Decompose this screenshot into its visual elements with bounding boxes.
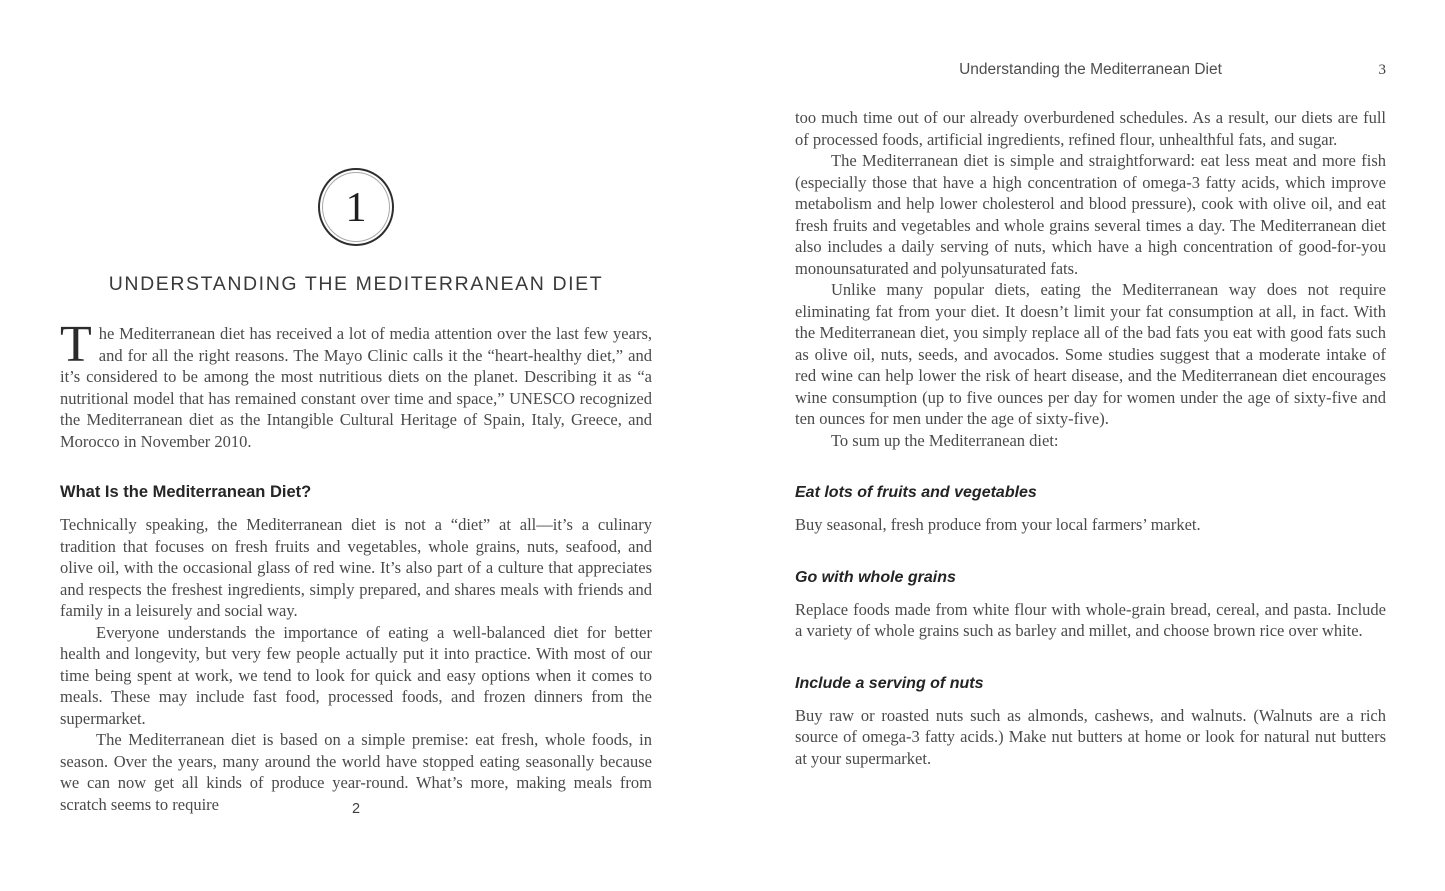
subsection-body: Replace foods made from white flour with whole-grain bread, cereal, and pasta. Include a variety of whole grains such as barley and millet, and choose brown rice over white. — [795, 599, 1386, 640]
intro-paragraph — [60, 316, 652, 452]
chapter-title: UNDERSTANDING THE MEDITERRANEAN DIET — [108, 273, 604, 295]
running-header — [795, 61, 1386, 81]
body-paragraph: too much time out of our already overburdened schedules. As a result, our diets are full of processed foods, artificial ingredients, refined flour, unhealthful fats, and sugar. — [795, 108, 1386, 149]
body-paragraph: Unlike many popular diets, eating the Mediterranean way does not require eliminating fat from your diet. It doesn’t limit your fat consumption at all, in fact. With the Mediterranean diet, you simply replace all of the bad fats you eat with good fats such as olive oil, nuts, seeds, and avocados. Some studies suggest that a moderate intake of red wine can help lower the risk of heart disease, and the Mediterranean diet encourages wine consumption (up to five ounces per day for women under the age of sixty-five and ten ounces for men under the age of sixty-five). — [795, 280, 1386, 428]
subsection-body: Buy raw or roasted nuts such as almonds, cashews, and walnuts. (Walnuts are a rich source of omega-3 fatty acids.) Make nut butters at home or look for natural nut butters at your supermarket. — [795, 705, 1386, 768]
body-paragraph: To sum up the Mediterranean diet: — [831, 430, 1059, 450]
body-paragraph: The Mediterranean diet is simple and straightforward: eat less meat and more fish (especially those that have a high concentration of omega-3 fatty acids, which improve metabolism and help lower cholesterol and blood pressure), cook with olive oil, and eat fresh fruits and vegetables and whole grains several times a day. The Mediterranean diet also includes a daily serving of nuts, which have a high concentration of good-for-you monounsaturated and polyunsaturated fats. — [795, 151, 1386, 278]
body-paragraph: Everyone understands the importance of eating a well-balanced diet for better health and longevity, but very few people actually put it into practice. With most of our time being spent at work, we tend to look for quick and easy options when it comes to meals. These may include fast food, processed foods, and frozen dinners from the supermarket. — [60, 622, 652, 728]
intro-text: he Mediterranean diet has received a lot of media attention over the last few years, and for all the right reasons. The Mayo Clinic calls it the “heart-healthy diet,” and it’s considered to be among the most nutritious diets on the planet. Describing it as “a nutritional model that has remained constant over time and space,” UNESCO recognized the Mediterranean diet as the Intangible Cultural Heritage of Spain, Italy, Greece, and Morocco in November 2010. — [60, 324, 652, 451]
chapter-number-badge — [318, 168, 394, 246]
body-paragraph: Technically speaking, the Mediterranean diet is not a “diet” at all—it’s a culinary tradition that focuses on fresh fruits and vegetables, whole grains, nuts, seafood, and olive oil, with the occasional glass of red wine. It’s also part of a culture that appreciates and respects the freshest ingredients, simply prepared, and shares meals with friends and family in a leisurely and social way. — [60, 515, 652, 620]
subsection-heading: Include a serving of nuts — [795, 674, 984, 692]
page-right — [795, 61, 1386, 769]
drop-cap: T — [60, 316, 92, 373]
page-number-left: 2 — [351, 801, 361, 817]
subsection-body: Buy seasonal, fresh produce from your local farmers’ market. — [795, 515, 1201, 534]
page-number-right: 3 — [1378, 62, 1386, 78]
subsection-heading: Eat lots of fruits and vegetables — [795, 484, 1037, 501]
page-left — [60, 168, 652, 815]
body-paragraph: The Mediterranean diet is based on a simple premise: eat fresh, whole foods, in season. Over the years, many around the world have stopped eating seasonally because we can now get all kinds of produce year-round. What’s more, making meals from scratch seems to require — [60, 730, 652, 814]
running-header-text: Understanding the Mediterranean Diet — [959, 61, 1222, 78]
chapter-badge-inner-ring — [322, 172, 390, 242]
section-heading: What Is the Mediterranean Diet? — [60, 483, 312, 501]
subsection-heading: Go with whole grains — [795, 568, 956, 586]
chapter-number: 1 — [345, 185, 367, 231]
